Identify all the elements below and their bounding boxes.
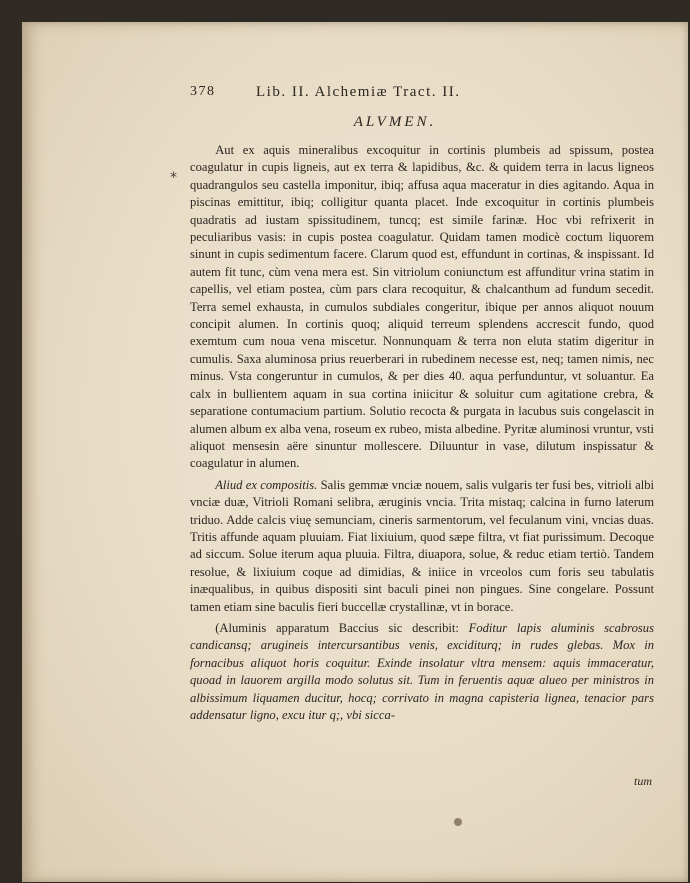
- paragraph-2-lead: Aliud ex compositis.: [215, 477, 318, 492]
- paragraph-1-text: Aut ex aquis mineralibus excoquitur in cortinis plumbeis ad spissum, postea coagulatur in cupis ligneis, aut ex terra & lapidibus, &c. & quidem terra in lacus ligneos quadrangulos seu castella imponitur, ibiq; affusa aqua maceratur in dies agitando. Aqua in piscinas emittitur, ibiq; colligitur quanta placet. Inde excoquitur in cortinis plumbeis quadratis ad iustam spissitudinem, tuncq; est simile farinæ. Hoc vbi refrixerit in peculiaribus vasis: in cupis postea coagulatur. Quidam tamen modicè coctum liquorem sinunt in cupis sedimentum facere. Clarum quod est, effundunt in cortinas, & inspissant. Id autem fit tunc, cùm vena mera est. Sin vitriolum coniunctum est affunditur vrina statim in capellis, vel etiam postea, cùm pars clara recoquitur, & chalcanthum ad fundum secedit. Terra semel exhausta, in cumulos subdiales congeritur, ibique per annos aliquot nouum concipit alumen. In cortinis quoq; aliquid terreum splendens accrescit fundo, quod exemtum cum noua vena miscetur. Nonnunquam & terra non eluta statim digeritur in cumulis. Saxa aluminosa prius reuerberari in rubedinem necesse est, neq; tamen nimis, nec minus. Vsta congeruntur in cumulos, & per dies 40. aqua perfunduntur, vt soluantur. Ea calx in bullientem aquam in sua cortina iniicitur & soluitur cum agitatione crebra, & separatione contumacium partium. Solutio recocta & purgata in lacubus suis congelascit in alumen album ex alba vena, roseum ex rubeo, mista albedine. Pyritæ aluminosi vruntur, vsti aliquot mensesin aëre sinuntur mollescere. Diluuntur in vase, dilutum inspissatur & coagulatur in alumen.: [190, 143, 654, 471]
- catchword: tum: [634, 774, 652, 788]
- margin-mark: *: [170, 170, 177, 186]
- book-page: [22, 22, 688, 882]
- paragraph-3: [190, 620, 654, 724]
- paragraph-2-text: Salis gemmæ vnciæ nouem, salis vulgaris ter fusi bes, vitrioli albi vnciæ duæ, Vitrioli Romani selibra, æruginis vncia. Trita mistaq; calcina in furno laterum triduo. Adde calcis viuę semunciam, cineris sarmentorum, vel feculanum vini, vncias duas. Tritis affunde aquam pluuiam. Fiat lixiuium, quod sæpe filtra, vt fiat purissimum. Decoque ad siccum. Solue iterum aqua pluuia. Filtra, diuapora, solue, & reduc etiam tertiò. Tandem resolue, & lixiuium coque ad dimidias, & iniice in vrceolos cum foris seu tabulatis inæqualibus, in quibus dispositi sint baculi pinei non pingues. Sine congelare. Possunt tamen etiam sine baculis fieri buccellæ crystallinæ, vt in borace.: [190, 477, 654, 614]
- page-number: 378: [190, 84, 216, 99]
- section-title: ALVMEN.: [353, 114, 437, 130]
- paragraph-2: [190, 477, 654, 616]
- paragraph-3-text: (Aluminis apparatum Baccius sic describit:: [215, 620, 469, 635]
- paragraph-3-quote: Foditur lapis aluminis scabrosus candicansq; arugineis intercursantibus venis, exciditurq; in rudes glebas. Mox in fornacibus aliquot horis coquitur. Exinde insolatur vltra mensem: aquis immaceratur, quoad in lauorem argilla modo solutus sit. Tum in feruentis aquæ alueo per ministros in albissimum liquamen ducitur, hocq; corrivato in magna capisteria lignea, tenacior pars addensatur ligno, excu itur q;, vbi sicca-: [190, 620, 655, 722]
- ink-spot: [454, 818, 462, 826]
- running-head: Lib. II. Alchemiæ Tract. II.: [256, 84, 461, 100]
- paragraph-1: [190, 142, 654, 473]
- body-text: [190, 142, 654, 724]
